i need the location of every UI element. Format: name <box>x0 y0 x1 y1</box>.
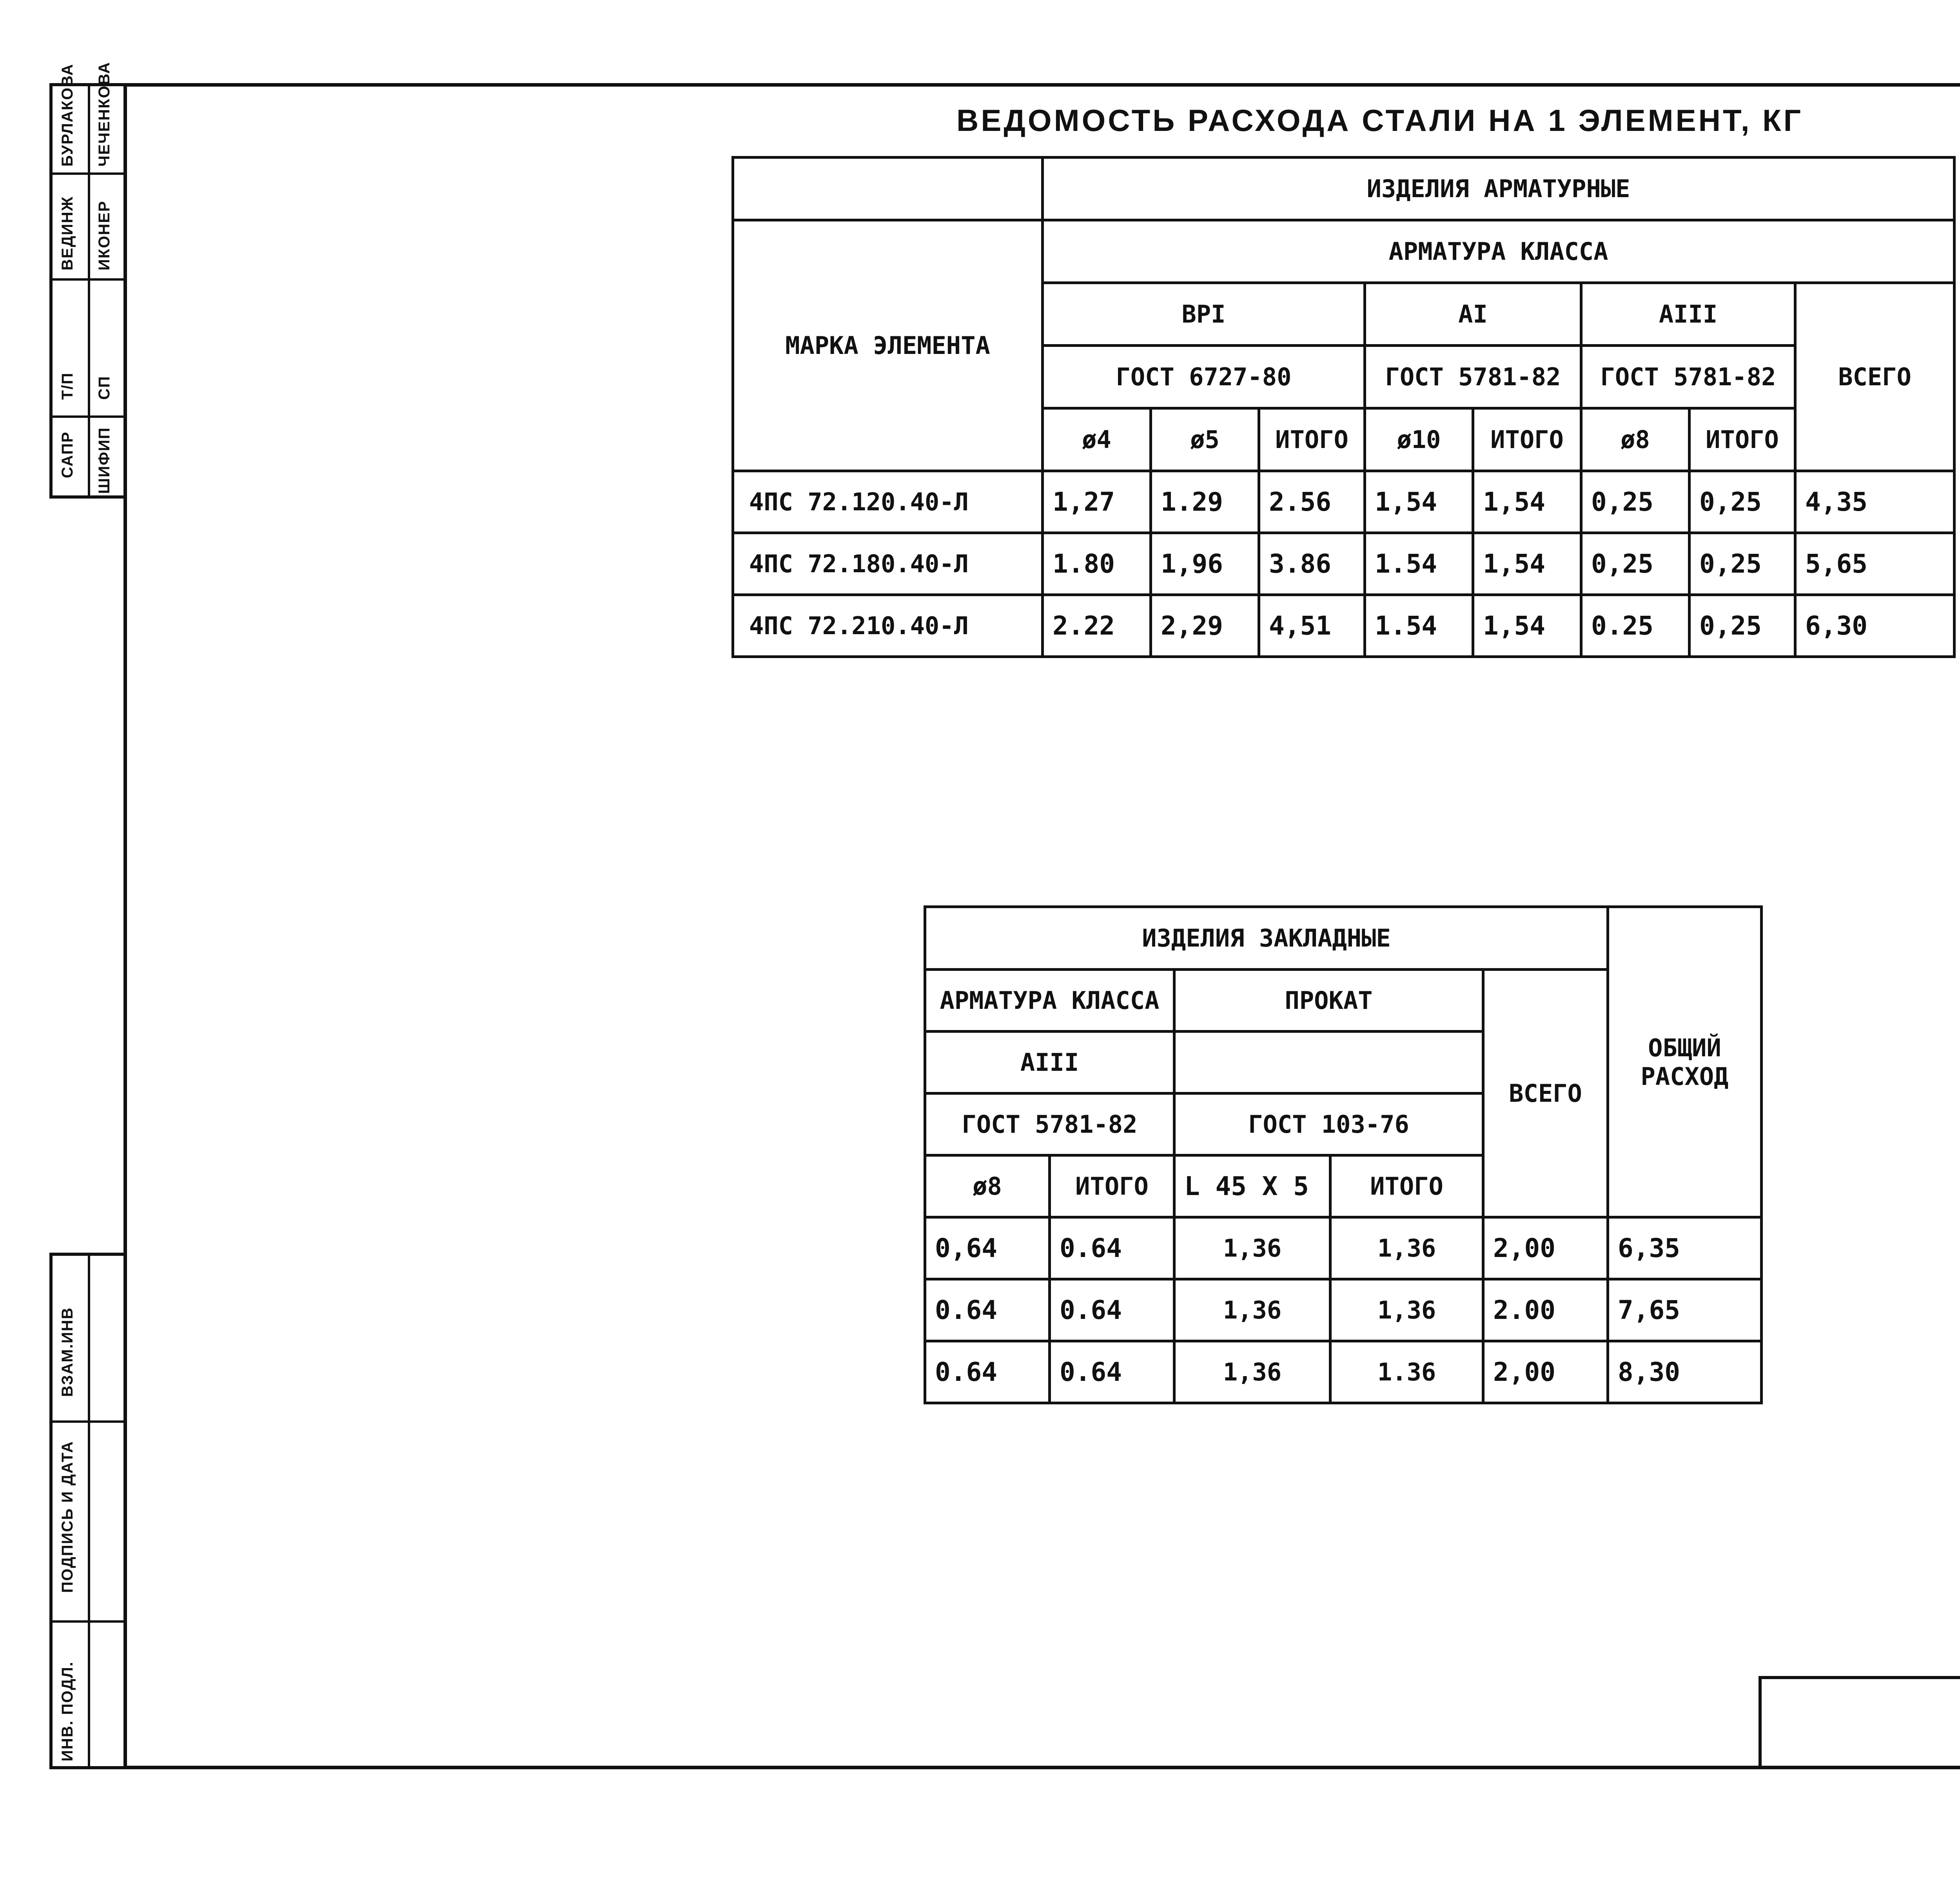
cell-itogo2: 1,54 <box>1473 595 1581 657</box>
cell-itogo3: 0,25 <box>1690 595 1795 657</box>
cell-d8: 0,64 <box>925 1217 1050 1279</box>
embedded-d8-header: ø8 <box>925 1155 1050 1217</box>
cell-d5: 1,96 <box>1151 533 1259 595</box>
cell-d5: 2,29 <box>1151 595 1259 657</box>
gost-rolled-header: ГОСТ 103-76 <box>1174 1094 1483 1155</box>
sidebar-divider <box>88 1256 90 1766</box>
embedded-items-table <box>924 905 1763 1404</box>
signature-date-label: ПОДПИСЬ И ДАТА <box>59 1440 76 1593</box>
stamp-role-vedinzh: ВЕДИНЖ <box>59 196 76 270</box>
sidebar-divider <box>53 1620 123 1623</box>
element-mark: 4ПС 72.120.40-Л <box>733 471 1043 533</box>
itogo-header: ИТОГО <box>1330 1155 1483 1217</box>
cell-itogo3: 0,25 <box>1690 471 1795 533</box>
embedded-total-header: ВСЕГО <box>1483 970 1608 1217</box>
element-mark-header: МАРКА ЭЛЕМЕНТА <box>733 220 1043 471</box>
cell-overall: 8,30 <box>1608 1341 1762 1403</box>
sidebar-divider <box>88 86 90 495</box>
sidebar-divider <box>53 278 123 281</box>
itogo-header: ИТОГО <box>1050 1155 1174 1217</box>
cell-d4: 1.80 <box>1043 533 1151 595</box>
cell-itogo2: 1.36 <box>1330 1341 1483 1403</box>
cell-d10: 1,54 <box>1365 471 1473 533</box>
sidebar-divider <box>53 172 123 175</box>
stamp-name-burlakova: БУРЛАКОВА <box>59 63 76 167</box>
overall-consumption-header <box>1608 907 1762 1217</box>
stamp-role-ikoner: ИКОНЕР <box>96 200 113 270</box>
document-control-sidebar <box>49 1253 123 1769</box>
table-row <box>733 471 1955 533</box>
cell-d4: 1,27 <box>1043 471 1151 533</box>
page-title: ВЕДОМОСТЬ РАСХОДА СТАЛИ НА 1 ЭЛЕМЕНТ, КГ <box>956 103 1803 138</box>
a3-header: AIII <box>1581 283 1795 346</box>
table-row <box>925 1279 1762 1341</box>
gost-bp1-header: ГОСТ 6727-80 <box>1043 346 1365 408</box>
rolled-header: ПРОКАТ <box>1174 970 1483 1032</box>
cell-angle: 1,36 <box>1174 1279 1330 1341</box>
element-mark: 4ПС 72.180.40-Л <box>733 533 1043 595</box>
cell-overall: 6,35 <box>1608 1217 1762 1279</box>
cell-itogo1: 0.64 <box>1050 1217 1174 1279</box>
embedded-a3-header: AIII <box>925 1032 1174 1094</box>
table-row <box>733 595 1955 657</box>
overall-line1: ОБЩИЙ <box>1648 1033 1721 1062</box>
sidebar-divider <box>53 1420 123 1423</box>
overall-line2: РАСХОД <box>1641 1062 1729 1091</box>
a1-header: AI <box>1365 283 1581 346</box>
table-row <box>925 1217 1762 1279</box>
cell-total: 2,00 <box>1483 1217 1608 1279</box>
d4-header: ø4 <box>1043 408 1151 471</box>
class-header: АРМАТУРА КЛАССА <box>1043 220 1955 283</box>
title-block <box>1759 1676 1960 1769</box>
cell-d8: 0,25 <box>1581 471 1690 533</box>
cell-total: 4,35 <box>1795 471 1955 533</box>
gost-a3-header: ГОСТ 5781-82 <box>1581 346 1795 408</box>
itogo-header: ИТОГО <box>1259 408 1365 471</box>
bp1-header: BPI <box>1043 283 1365 346</box>
cell-d10: 1.54 <box>1365 595 1473 657</box>
embedded-gost-a3-header: ГОСТ 5781-82 <box>925 1094 1174 1155</box>
cell-itogo2: 1,36 <box>1330 1279 1483 1341</box>
cell-itogo2: 1,54 <box>1473 533 1581 595</box>
cell-itogo1: 3.86 <box>1259 533 1365 595</box>
cell-itogo1: 0.64 <box>1050 1341 1174 1403</box>
element-mark: 4ПС 72.210.40-Л <box>733 595 1043 657</box>
cell-itogo1: 4,51 <box>1259 595 1365 657</box>
table-row <box>925 1341 1762 1403</box>
approval-stamp-sidebar <box>49 62 123 499</box>
d5-header: ø5 <box>1151 408 1259 471</box>
cell-d4: 2.22 <box>1043 595 1151 657</box>
embedded-class-header: АРМАТУРА КЛАССА <box>925 970 1174 1032</box>
cell-itogo2: 1,54 <box>1473 471 1581 533</box>
cell-itogo1: 2.56 <box>1259 471 1365 533</box>
cell-d8: 0.64 <box>925 1341 1050 1403</box>
cell-total: 5,65 <box>1795 533 1955 595</box>
cell-angle: 1,36 <box>1174 1217 1330 1279</box>
stamp-name-chechenkova: ЧЕЧЕНКОВА <box>96 62 113 167</box>
cell-d10: 1.54 <box>1365 533 1473 595</box>
stamp-role-shifip: ШИФИП <box>96 427 113 494</box>
cell-angle: 1,36 <box>1174 1341 1330 1403</box>
cell-total: 2.00 <box>1483 1279 1608 1341</box>
steel-consumption-table <box>731 156 1956 658</box>
stamp-role-sp: СП <box>96 375 113 400</box>
cell-d8: 0.64 <box>925 1279 1050 1341</box>
table-row <box>733 533 1955 595</box>
cell-d8: 0,25 <box>1581 533 1690 595</box>
stamp-role-tp: Т/П <box>59 372 76 400</box>
d10-header: ø10 <box>1365 408 1473 471</box>
cell-overall: 7,65 <box>1608 1279 1762 1341</box>
itogo-header: ИТОГО <box>1473 408 1581 471</box>
cell-itogo3: 0,25 <box>1690 533 1795 595</box>
blank-header-cell <box>733 158 1043 220</box>
group-header: ИЗДЕЛИЯ АРМАТУРНЫЕ <box>1043 158 1955 220</box>
cell-itogo1: 0.64 <box>1050 1279 1174 1341</box>
cell-d8: 0.25 <box>1581 595 1690 657</box>
cell-itogo2: 1,36 <box>1330 1217 1483 1279</box>
angle-header: L 45 X 5 <box>1174 1155 1330 1217</box>
sidebar-divider <box>53 415 123 418</box>
cell-total: 2,00 <box>1483 1341 1608 1403</box>
d8-header: ø8 <box>1581 408 1690 471</box>
stamp-role-sapr: САПР <box>59 431 76 478</box>
gost-a1-header: ГОСТ 5781-82 <box>1365 346 1581 408</box>
replacement-inventory-label: ВЗАМ.ИНВ <box>59 1307 76 1397</box>
total-header: ВСЕГО <box>1795 283 1955 471</box>
original-inventory-label: ИНВ. ПОДЛ. <box>59 1661 76 1761</box>
itogo-header: ИТОГО <box>1690 408 1795 471</box>
cell-total: 6,30 <box>1795 595 1955 657</box>
embedded-group-header: ИЗДЕЛИЯ ЗАКЛАДНЫЕ <box>925 907 1608 970</box>
rolled-blank-cell <box>1174 1032 1483 1094</box>
cell-d5: 1.29 <box>1151 471 1259 533</box>
